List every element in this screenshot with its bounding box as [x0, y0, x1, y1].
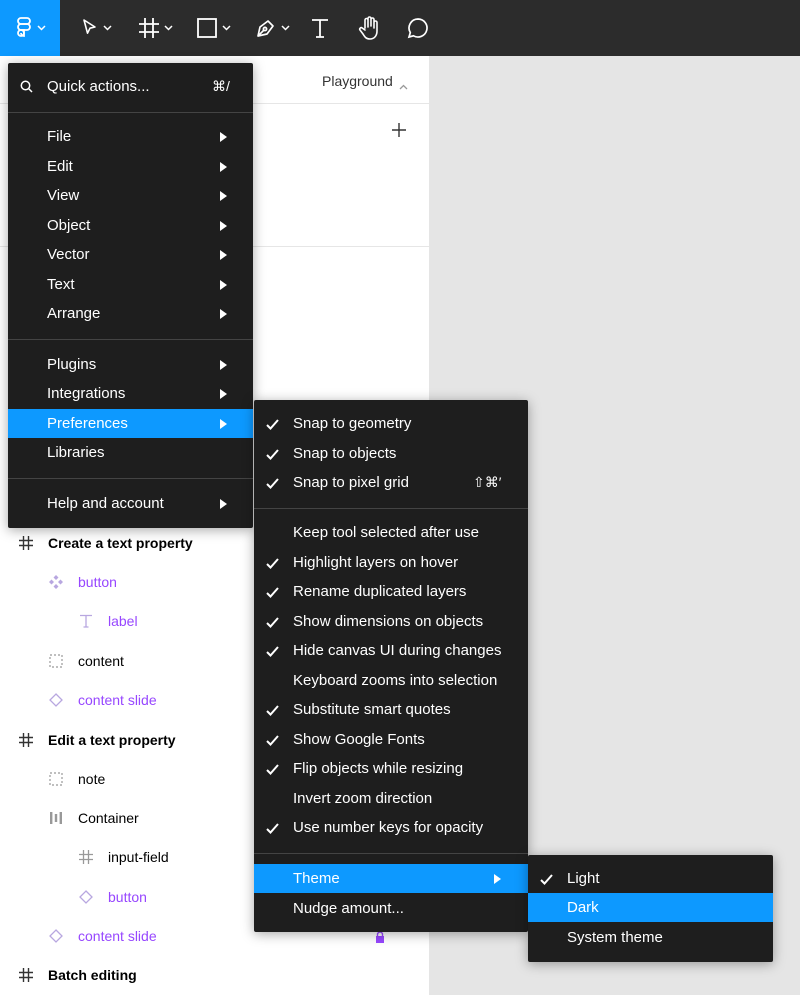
menu-item-label: Help and account: [47, 495, 164, 512]
text-tool[interactable]: [306, 0, 334, 56]
submenu-arrow-icon: [494, 874, 501, 884]
group-icon: [48, 771, 64, 787]
chevron-up-icon[interactable]: [399, 77, 408, 95]
pref-hide-canvas-ui[interactable]: [254, 636, 528, 665]
checkmark-icon: [266, 703, 279, 720]
layer-name: content slide: [78, 692, 157, 708]
chevron-down-icon: [281, 25, 290, 31]
layer-row[interactable]: [18, 728, 176, 752]
instance-icon: [78, 889, 94, 905]
submenu-arrow-icon: [220, 360, 227, 370]
pref-theme[interactable]: [254, 864, 528, 893]
checkmark-icon: [266, 417, 279, 434]
pref-snap-to-geometry[interactable]: [254, 409, 528, 438]
layer-row[interactable]: [48, 806, 139, 830]
menu-item-label: Keyboard zooms into selection: [293, 672, 498, 689]
layer-name: content slide: [78, 928, 157, 944]
component-icon: [48, 574, 64, 590]
pref-show-dimensions[interactable]: [254, 607, 528, 636]
layer-row[interactable]: [78, 845, 169, 869]
pref-invert-zoom[interactable]: [254, 784, 528, 813]
pref-number-keys-opacity[interactable]: [254, 813, 528, 842]
menu-item-label: View: [47, 187, 80, 204]
theme-dark[interactable]: [528, 893, 773, 922]
checkmark-icon: [266, 447, 279, 464]
menu-item-label: Theme: [293, 870, 340, 887]
menu-item-label: Rename duplicated layers: [293, 583, 467, 600]
pref-highlight-layers-on-hover[interactable]: [254, 548, 528, 577]
layer-row[interactable]: [78, 885, 147, 909]
pref-show-google-fonts[interactable]: [254, 725, 528, 754]
pref-flip-objects[interactable]: [254, 754, 528, 783]
menu-item-label: Use number keys for opacity: [293, 819, 484, 836]
group-icon: [48, 653, 64, 669]
rectangle-icon: [196, 17, 218, 39]
frame-icon: [138, 17, 160, 39]
menu-item-view[interactable]: [8, 181, 253, 210]
layer-row[interactable]: [18, 963, 137, 987]
chevron-down-icon: [164, 25, 173, 31]
pref-rename-duplicated-layers[interactable]: [254, 577, 528, 606]
quick-actions-label: Quick actions...: [47, 78, 150, 95]
menu-item-label: Edit: [47, 158, 73, 175]
menu-item-preferences[interactable]: [8, 409, 253, 438]
menu-item-file[interactable]: [8, 122, 253, 151]
menu-item-label: Nudge amount...: [293, 900, 404, 917]
frame-icon: [18, 535, 34, 551]
comment-tool[interactable]: [404, 0, 432, 56]
layer-row[interactable]: [78, 609, 138, 633]
menu-item-text[interactable]: [8, 270, 253, 299]
layer-name: Edit a text property: [48, 732, 176, 748]
layer-name: Container: [78, 810, 139, 826]
theme-light[interactable]: [528, 864, 773, 893]
pref-snap-to-objects[interactable]: [254, 439, 528, 468]
checkmark-icon: [266, 762, 279, 779]
submenu-arrow-icon: [220, 419, 227, 429]
frame-icon: [18, 967, 34, 983]
layer-row[interactable]: [48, 688, 157, 712]
layer-name: content: [78, 653, 124, 669]
auto-layout-icon: [48, 810, 64, 826]
theme-submenu: [528, 855, 773, 962]
submenu-arrow-icon: [220, 499, 227, 509]
menu-divider: [8, 112, 253, 113]
menu-item-label: Flip objects while resizing: [293, 760, 464, 777]
menu-item-label: Vector: [47, 246, 90, 263]
search-icon: [20, 80, 33, 97]
submenu-arrow-icon: [220, 309, 227, 319]
menu-item-label: Invert zoom direction: [293, 790, 433, 807]
menu-item-label: Preferences: [47, 415, 128, 432]
menu-item-label: Snap to geometry: [293, 415, 412, 432]
menu-item-label: Highlight layers on hover: [293, 554, 459, 571]
layer-name: button: [78, 574, 117, 590]
preferences-submenu: [254, 400, 528, 932]
pref-nudge-amount[interactable]: [254, 894, 528, 923]
shape-tool[interactable]: [191, 0, 235, 56]
submenu-arrow-icon: [220, 389, 227, 399]
toolbar: [0, 0, 800, 56]
submenu-arrow-icon: [220, 250, 227, 260]
frame-icon: [18, 732, 34, 748]
pref-smart-quotes[interactable]: [254, 695, 528, 724]
layer-row[interactable]: [48, 570, 117, 594]
menu-item-vector[interactable]: [8, 240, 253, 269]
instance-icon: [48, 928, 64, 944]
checkmark-icon: [266, 821, 279, 838]
checkmark-icon: [266, 615, 279, 632]
layer-name: Create a text property: [48, 535, 193, 551]
menu-divider: [8, 478, 253, 479]
submenu-arrow-icon: [220, 280, 227, 290]
menu-item-object[interactable]: [8, 211, 253, 240]
hand-tool[interactable]: [355, 0, 383, 56]
menu-item-label: Object: [47, 217, 91, 234]
hand-icon: [358, 16, 380, 40]
menu-item-label: File: [47, 128, 72, 145]
comment-icon: [407, 17, 429, 39]
menu-item-edit[interactable]: [8, 152, 253, 181]
checkmark-icon: [266, 556, 279, 573]
figma-logo-icon: [15, 17, 33, 39]
chevron-down-icon: [103, 25, 112, 31]
pref-keep-tool-selected[interactable]: [254, 518, 528, 547]
chevron-down-icon: [222, 25, 231, 31]
submenu-arrow-icon: [220, 221, 227, 231]
submenu-arrow-icon: [220, 191, 227, 201]
menu-item-label: Snap to pixel grid: [293, 474, 409, 491]
menu-item-label: Hide canvas UI during changes: [293, 642, 502, 659]
submenu-arrow-icon: [220, 162, 227, 172]
frame-tool[interactable]: [133, 0, 177, 56]
menu-item-label: Integrations: [47, 385, 126, 402]
checkmark-icon: [266, 644, 279, 661]
menu-item-label: Show Google Fonts: [293, 731, 425, 748]
theme-system[interactable]: [528, 923, 773, 952]
menu-divider: [254, 853, 528, 854]
layer-row[interactable]: [48, 767, 105, 791]
checkmark-icon: [266, 733, 279, 750]
layer-row[interactable]: [48, 924, 157, 948]
menu-item-shortcut: ⇧⌘′: [473, 474, 502, 490]
main-menu: [8, 63, 253, 528]
checkmark-icon: [266, 585, 279, 602]
chevron-down-icon: [37, 25, 46, 31]
menu-item-arrange[interactable]: [8, 299, 253, 328]
text-icon: [78, 613, 94, 629]
menu-item-label: Plugins: [47, 356, 97, 373]
cursor-icon: [81, 18, 99, 38]
move-tool[interactable]: [74, 0, 118, 56]
pref-snap-to-pixel-grid[interactable]: [254, 468, 528, 497]
menu-item-label: Substitute smart quotes: [293, 701, 451, 718]
instance-icon: [48, 692, 64, 708]
add-page-icon[interactable]: [391, 122, 407, 143]
quick-actions-item[interactable]: [8, 72, 253, 101]
menu-item-libraries[interactable]: [8, 438, 253, 467]
layer-row[interactable]: [18, 531, 193, 555]
layer-row[interactable]: [48, 649, 124, 673]
menu-item-label: Snap to objects: [293, 445, 397, 462]
checkmark-icon: [540, 872, 553, 889]
main-menu-button[interactable]: [0, 0, 60, 56]
current-page-label[interactable]: Playground: [322, 73, 393, 89]
layer-name: button: [108, 889, 147, 905]
text-icon: [310, 17, 330, 39]
quick-actions-shortcut: ⌘/: [212, 78, 230, 94]
menu-divider: [8, 339, 253, 340]
layer-name: note: [78, 771, 106, 787]
pen-tool[interactable]: [250, 0, 294, 56]
menu-item-label: System theme: [567, 929, 663, 946]
menu-item-plugins[interactable]: [8, 350, 253, 379]
submenu-arrow-icon: [220, 132, 227, 142]
menu-item-label: Keep tool selected after use: [293, 524, 479, 541]
menu-item-label: Arrange: [47, 305, 101, 322]
menu-item-integrations[interactable]: [8, 379, 253, 408]
menu-item-label: Light: [567, 870, 600, 887]
menu-divider: [254, 508, 528, 509]
menu-item-label: Show dimensions on objects: [293, 613, 484, 630]
menu-item-label: Dark: [567, 899, 599, 916]
checkmark-icon: [266, 476, 279, 493]
frame-icon: [78, 849, 94, 865]
menu-item-help-and-account[interactable]: [8, 489, 253, 518]
layer-name: label: [108, 613, 138, 629]
menu-item-label: Text: [47, 276, 75, 293]
pen-icon: [255, 17, 277, 39]
layer-name: input-field: [108, 849, 169, 865]
lock-icon[interactable]: [375, 930, 385, 948]
menu-item-label: Libraries: [47, 444, 105, 461]
layer-name: Batch editing: [48, 967, 137, 983]
pref-keyboard-zooms[interactable]: [254, 666, 528, 695]
